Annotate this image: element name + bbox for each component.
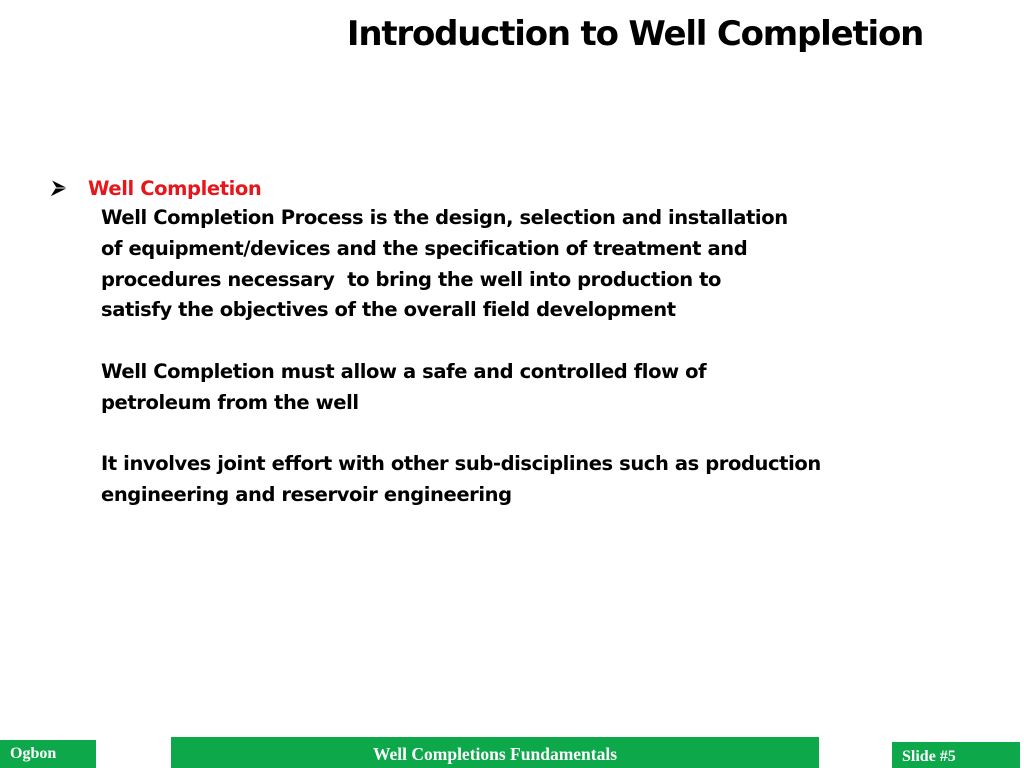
arrow-bullet-icon: [50, 179, 68, 197]
paragraph-line: procedures necessary to bring the well into production to: [101, 267, 722, 291]
paragraph-definition: [101, 203, 981, 326]
paragraph-line: of equipment/devices and the specification of treatment and: [101, 236, 748, 260]
footer-course-title: Well Completions Fundamentals: [171, 737, 819, 768]
paragraph-joint-effort: [101, 449, 981, 511]
paragraph-flow: [101, 357, 981, 419]
paragraph-line: engineering and reservoir engineering: [101, 483, 512, 507]
footer-slide-number: Slide #5: [892, 742, 1020, 768]
paragraph-line: Well Completion Process is the design, selection and installation: [101, 206, 788, 229]
slide-body: [101, 203, 981, 511]
paragraph-line: satisfy the objectives of the overall field development: [101, 298, 676, 322]
paragraph-gap: [101, 326, 981, 357]
paragraph-line: Well Completion must allow a safe and controlled flow of: [101, 359, 707, 383]
bullet-heading: Well Completion: [88, 177, 262, 200]
paragraph-line: petroleum from the well: [101, 390, 359, 414]
footer-author: Ogbon: [0, 740, 96, 768]
slide-title: Introduction to Well Completion: [346, 14, 924, 54]
paragraph-gap: [101, 419, 981, 450]
paragraph-line: It involves joint effort with other sub-disciplines such as production: [101, 452, 821, 476]
